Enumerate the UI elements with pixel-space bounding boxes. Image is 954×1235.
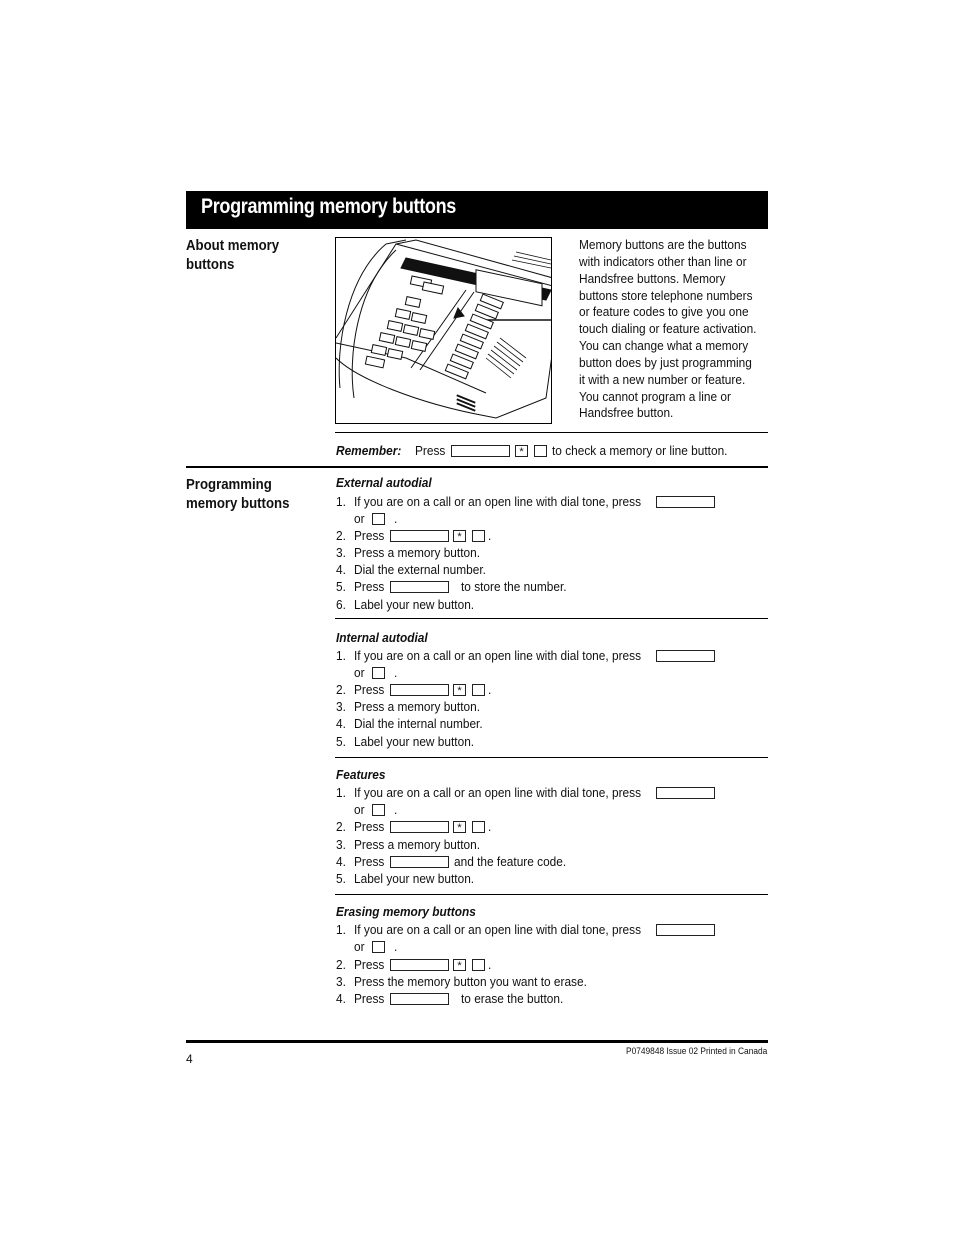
star-key: *	[453, 959, 466, 971]
remember-note: Remember: Press * to check a memory or line button.	[336, 443, 728, 458]
feature-key	[656, 496, 715, 508]
line-key	[372, 667, 385, 679]
feature-key	[390, 684, 449, 696]
memory-description: Memory buttons are the buttons with indicators other than line or Handsfree buttons. Memory buttons store telephone numbers or feature codes to give you one touch dialing or feature activation. You can change what a memory button does by just programming it with a new number or feature. You cannot program a line or Handsfree button.	[579, 237, 757, 421]
external-autodial-steps: 1. If you are on a call or an open line with dial tone, press or 2. Press 3. Press a memory button. 4. Dial the external number. 5. Press 6. Label your new button.	[336, 494, 642, 612]
about-heading: About memory buttons	[186, 237, 280, 273]
memory-key	[472, 959, 485, 971]
feature-key	[451, 445, 510, 457]
features-steps: 1. If you are on a call or an open line with dial tone, press or 2. Press 3. Press a memory button. 4. Press 5. Label your new button.	[336, 785, 642, 886]
feature-key	[390, 856, 449, 868]
telephone-illustration	[335, 237, 552, 424]
feature-key	[656, 787, 715, 799]
divider	[335, 618, 768, 619]
feature-key	[390, 581, 449, 593]
feature-key	[656, 650, 715, 662]
erasing-steps: 1. If you are on a call or an open line with dial tone, press or 2. Press 3. Press the memory button you want to erase. 4. Press	[336, 922, 642, 1006]
star-key: *	[515, 445, 528, 457]
section-title-erasing: Erasing memory buttons	[336, 904, 476, 919]
memory-key	[534, 445, 547, 457]
feature-key	[656, 924, 715, 936]
feature-key	[390, 821, 449, 833]
section-title-internal-autodial: Internal autodial	[336, 630, 428, 645]
feature-key	[390, 993, 449, 1005]
star-key: *	[453, 530, 466, 542]
remember-label: Remember:	[336, 443, 402, 458]
telephone-drawing	[336, 238, 552, 424]
line-key	[372, 513, 385, 525]
page-title: Programming memory buttons	[201, 195, 456, 218]
divider	[335, 894, 768, 895]
section-title-features: Features	[336, 767, 386, 782]
section-title-external-autodial: External autodial	[336, 475, 432, 490]
page-number: 4	[186, 1052, 193, 1066]
feature-key	[390, 959, 449, 971]
memory-key	[472, 821, 485, 833]
feature-key	[390, 530, 449, 542]
line-key	[372, 804, 385, 816]
divider	[335, 432, 768, 433]
footer-rule	[186, 1040, 768, 1043]
divider	[335, 757, 768, 758]
internal-autodial-steps: 1. If you are on a call or an open line with dial tone, press or 2. Press 3. Press a memory button. 4. Dial the internal number. 5. Label your new button.	[336, 648, 642, 749]
document-id: P0749848 Issue 02 Printed in Canada	[626, 1046, 768, 1057]
section-divider	[186, 466, 768, 468]
programming-heading: Programming memory buttons	[186, 476, 290, 512]
star-key: *	[453, 821, 466, 833]
line-key	[372, 941, 385, 953]
memory-key	[472, 684, 485, 696]
memory-key	[472, 530, 485, 542]
star-key: *	[453, 684, 466, 696]
title-banner	[186, 191, 768, 229]
